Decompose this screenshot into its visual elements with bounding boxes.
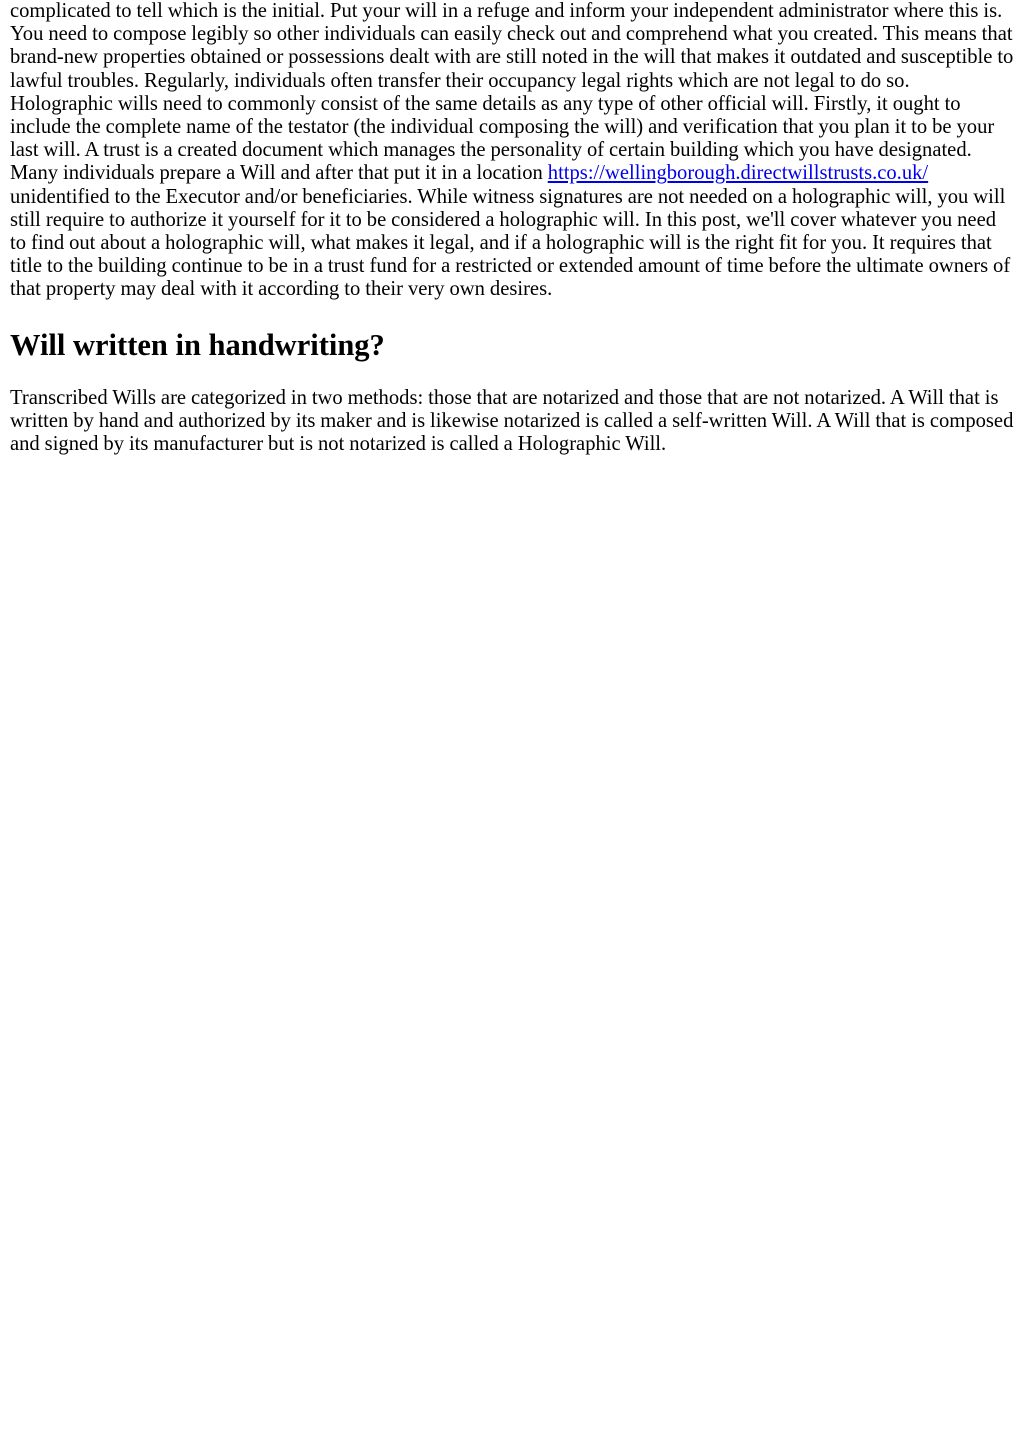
paragraph-1-text-end: unidentified to the Executor and/or beneficiaries. While witness signatures are not needed on a holographic will, you will still require to authorize it yourself for it to be considered a holographic will. In this post, we'll cover whatever you need to find out about a holographic will, what makes it legal, and if a holographic will is the right fit for you. It requires that title to the building continue to be in a trust fund for a restricted or extended amount of time before the ultimate owners of that property may deal with it according to their very own desires. xyxy=(10,185,1011,301)
wellingborough-link[interactable]: https://wellingborough.directwillstrusts.co.uk/ xyxy=(547,162,929,185)
paragraph-1-text-start: complicated to tell which is the initial. Put your will in a refuge and inform your independent administrator where this is. You need to compose legibly so other individuals can easily check out and comprehend what you created. This means that brand-new properties obtained or possessions dealt with are still noted in the will that makes it outdated and susceptible to lawful troubles. Regularly, individuals often transfer their occupancy legal rights which are not legal to do so. Holographic wills need to commonly consist of the same details as any type of other official will. Firstly, it ought to include the complete name of the testator (the individual composing the will) and verification that you plan it to be your last will. A trust is a created document which manages the personality of certain building which you have designated. Many individuals prepare a Will and after that put it in a location xyxy=(10,0,1014,185)
section-heading: Will written in handwriting? xyxy=(10,328,385,362)
article-paragraph-1 xyxy=(10,0,1016,302)
article-paragraph-2: Transcribed Wills are categorized in two methods: those that are notarized and those that are not notarized. A Will that is written by hand and authorized by its maker and is likewise notarized is called a self-written Will. A Will that is composed and signed by its manufacturer but is not notarized is called a Holographic Will. xyxy=(10,387,1014,456)
